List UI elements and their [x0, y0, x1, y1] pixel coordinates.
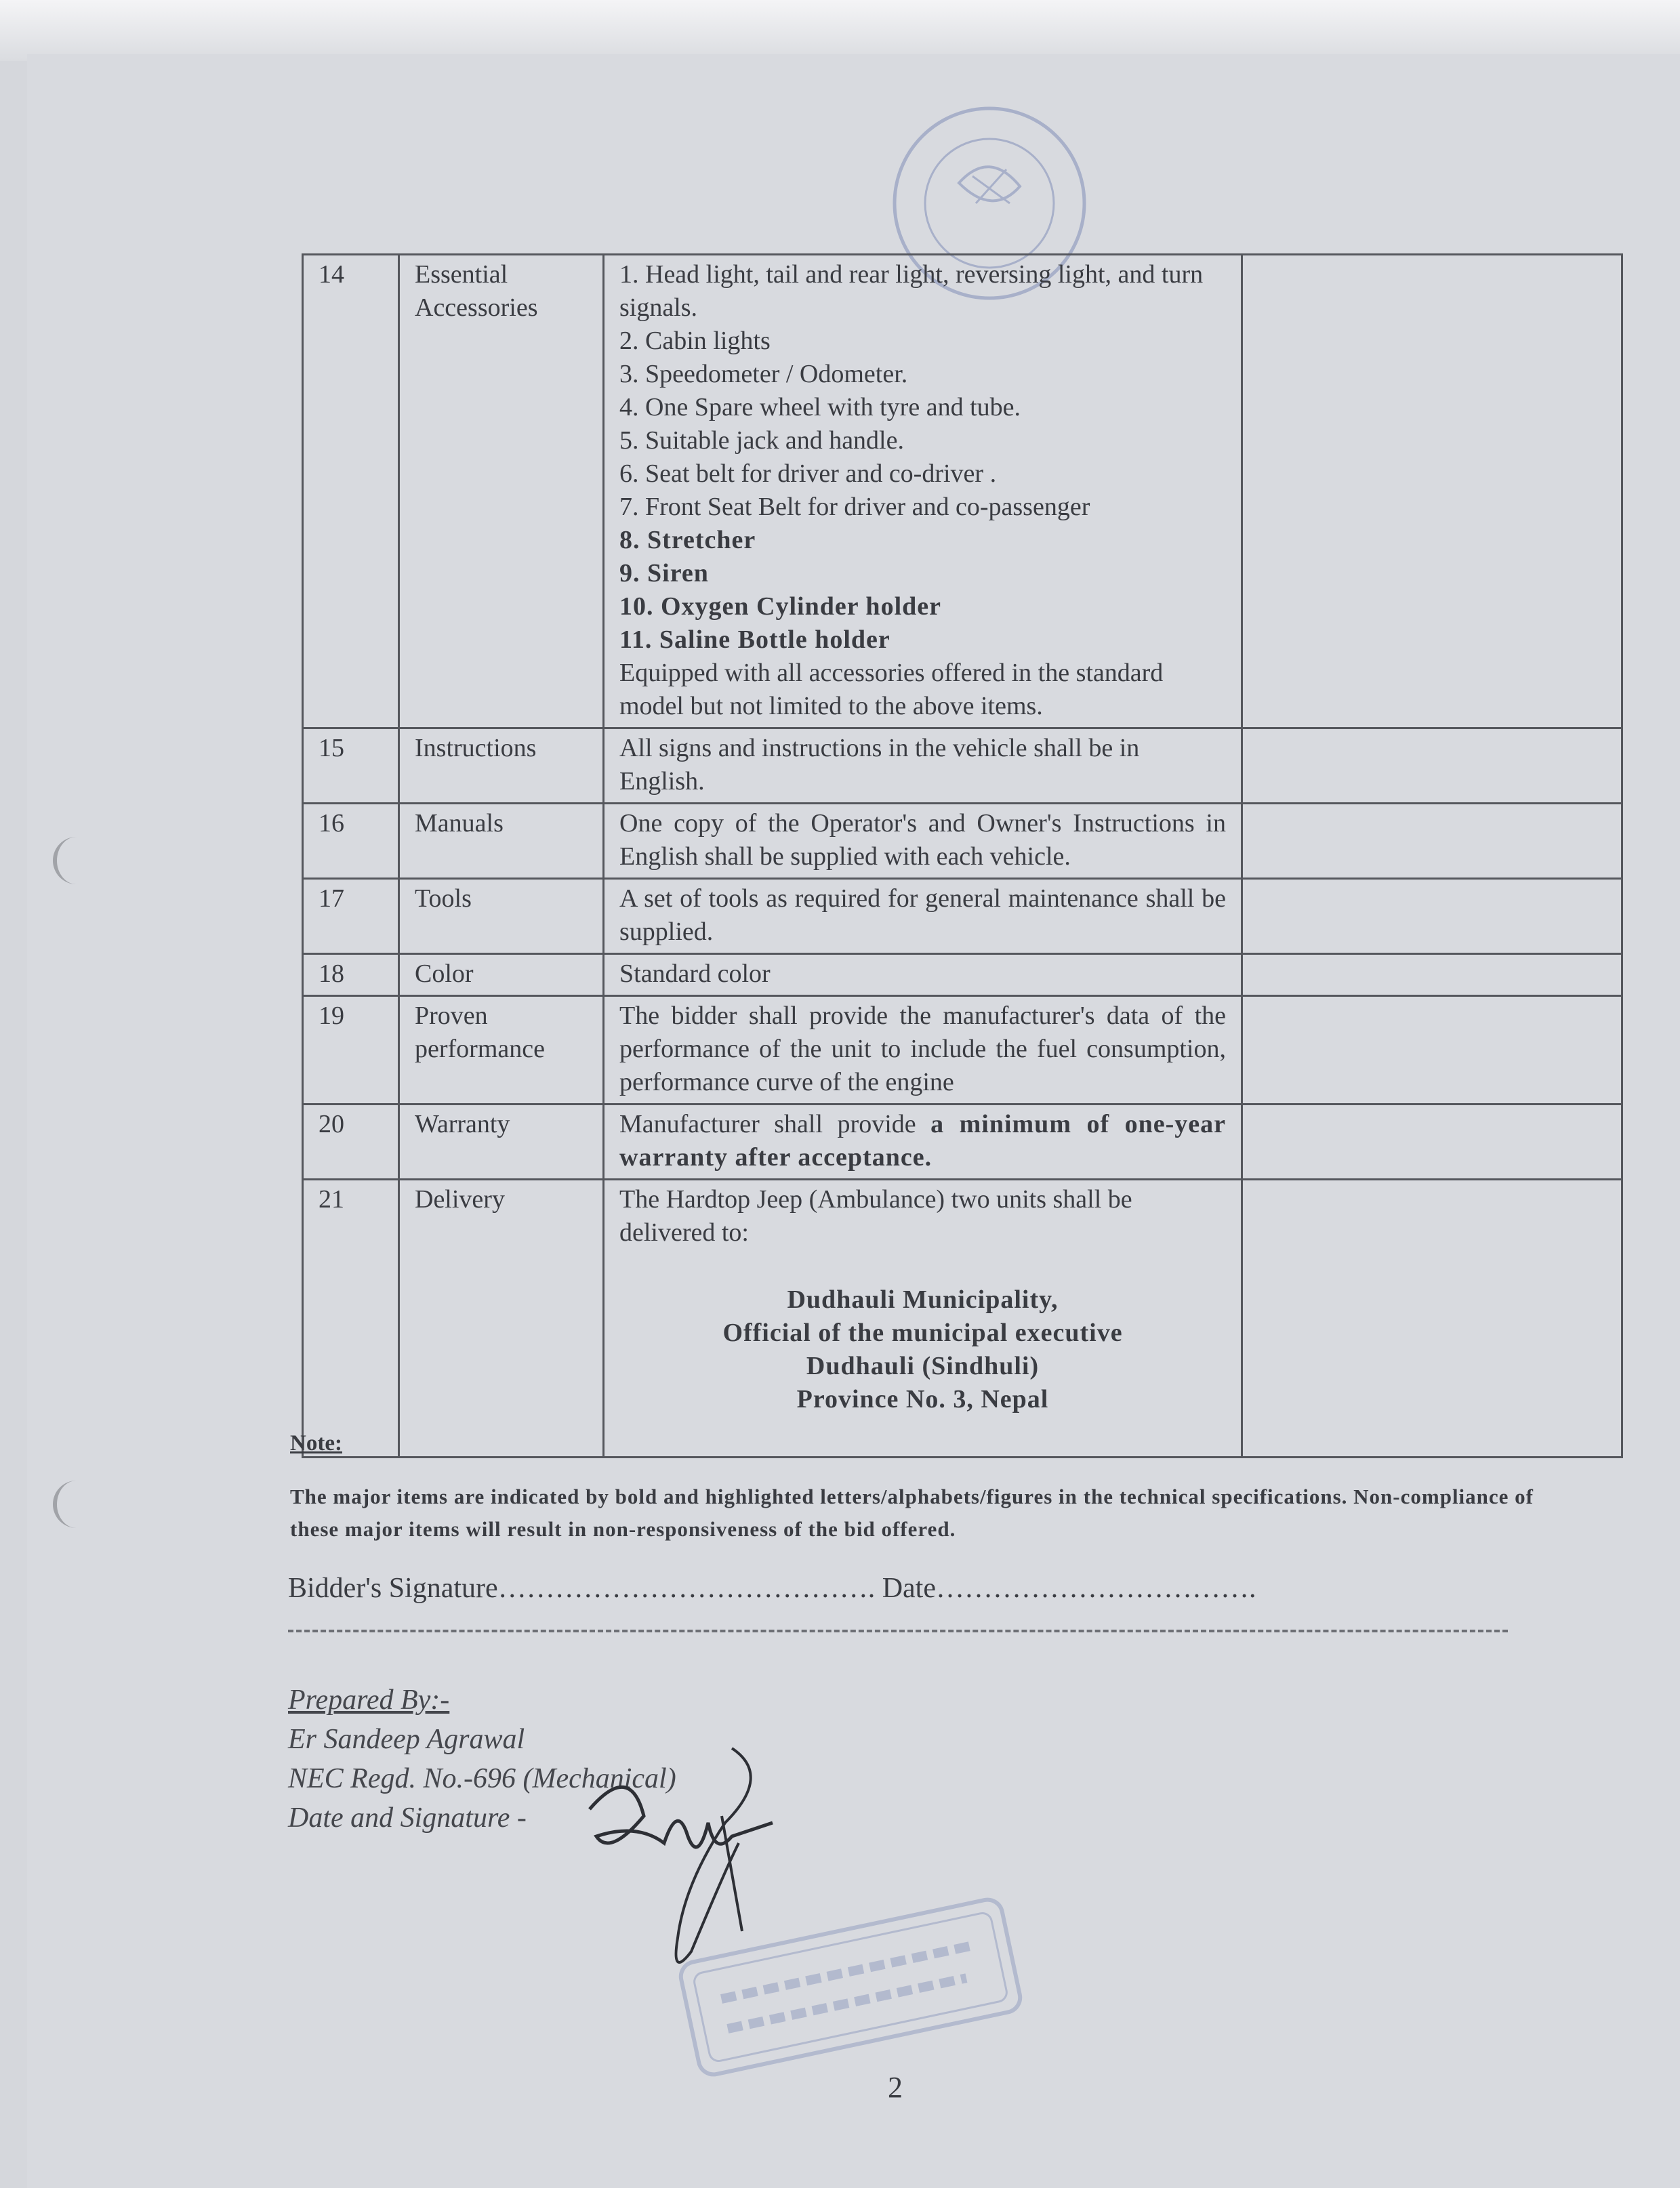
- spec-line: 1. Head light, tail and rear light, reversing light, and turn signals.: [619, 260, 1204, 322]
- spec-line: 6. Seat belt for driver and co-driver .: [619, 459, 997, 488]
- specification-table: [302, 253, 1623, 1458]
- bidder-response-cell: [1242, 1180, 1622, 1458]
- table-row: [303, 804, 1622, 879]
- page-number: 2: [888, 2071, 903, 2104]
- item-specification: The bidder shall provide the manufacturer's data of the performance of the unit to include the fuel consumption, performance curve of the engine: [604, 996, 1242, 1105]
- scan-edge: [0, 0, 1680, 61]
- row-number: 16: [303, 804, 399, 879]
- bidder-response-cell: [1242, 1105, 1622, 1180]
- bidder-response-cell: [1242, 996, 1622, 1105]
- spec-line: 3. Speedometer / Odometer.: [619, 360, 908, 388]
- note-text: The major items are indicated by bold and highlighted letters/alphabets/figures in the technical specifications. Non-compliance of these major items will result in non-responsiveness of the bid offered.: [290, 1485, 1534, 1541]
- address-line: Dudhauli Municipality,: [787, 1285, 1059, 1314]
- prepared-by-heading: Prepared By:-: [288, 1685, 450, 1716]
- row-number: 18: [303, 954, 399, 996]
- item-name: Delivery: [399, 1180, 604, 1458]
- item-name: Warranty: [399, 1105, 604, 1180]
- warranty-text: Manufacturer shall provide: [619, 1110, 916, 1138]
- date-and-signature-label: Date and Signature -: [288, 1802, 527, 1834]
- warranty-major-text: a minimum of one-year warranty after acceptance.: [619, 1110, 1227, 1172]
- major-spec-line: 8. Stretcher: [619, 526, 756, 554]
- dashed-divider: [288, 1630, 1508, 1632]
- address-line: Dudhauli (Sindhuli): [806, 1352, 1040, 1380]
- row-number: 14: [303, 255, 399, 728]
- table-row: [303, 954, 1622, 996]
- bidder-response-cell: [1242, 804, 1622, 879]
- address-line: Official of the municipal executive: [722, 1319, 1123, 1347]
- row-number: 21: [303, 1180, 399, 1458]
- table-row: [303, 879, 1622, 954]
- item-specification: All signs and instructions in the vehicle shall be in English.: [604, 728, 1242, 804]
- table-row: [303, 1105, 1622, 1180]
- bidder-response-cell: [1242, 255, 1622, 728]
- bidder-response-cell: [1242, 879, 1622, 954]
- table-row: [303, 1180, 1622, 1458]
- row-number: 20: [303, 1105, 399, 1180]
- item-specification: One copy of the Operator's and Owner's Instructions in English shall be supplied with each vehicle.: [604, 804, 1242, 879]
- table-row: [303, 728, 1622, 804]
- item-name: Essential Accessories: [399, 255, 604, 728]
- note-title: Note:: [290, 1431, 342, 1456]
- item-specification: [604, 1105, 1242, 1180]
- row-number: 17: [303, 879, 399, 954]
- item-name: Instructions: [399, 728, 604, 804]
- item-specification: A set of tools as required for general maintenance shall be supplied.: [604, 879, 1242, 954]
- major-spec-line: 10. Oxygen Cylinder holder: [619, 592, 941, 621]
- major-spec-line: 9. Siren: [619, 559, 709, 587]
- item-name: Manuals: [399, 804, 604, 879]
- item-specification: [604, 255, 1242, 728]
- row-number: 15: [303, 728, 399, 804]
- preparer-registration: NEC Regd. No.-696 (Mechanical): [288, 1763, 676, 1794]
- row-number: 19: [303, 996, 399, 1105]
- bidder-signature-line: Bidder's Signature…………………………………. Date…………………………….: [288, 1573, 1256, 1604]
- bidder-response-cell: [1242, 954, 1622, 996]
- spec-line: 5. Suitable jack and handle.: [619, 426, 904, 455]
- spec-line: Equipped with all accessories offered in the standard model but not limited to the above items.: [619, 659, 1164, 720]
- spec-line: 4. One Spare wheel with tyre and tube.: [619, 393, 1021, 421]
- item-name: Tools: [399, 879, 604, 954]
- table-row: [303, 996, 1622, 1105]
- item-name: Color: [399, 954, 604, 996]
- table-row: [303, 255, 1622, 728]
- delivery-text: The Hardtop Jeep (Ambulance) two units shall be delivered to:: [619, 1185, 1132, 1247]
- delivery-address: [619, 1283, 1226, 1416]
- bidder-response-cell: [1242, 728, 1622, 804]
- item-name: Proven performance: [399, 996, 604, 1105]
- preparer-name: Er Sandeep Agrawal: [288, 1724, 525, 1755]
- item-specification: Standard color: [604, 954, 1242, 996]
- major-spec-line: 11. Saline Bottle holder: [619, 625, 890, 654]
- spec-line: 2. Cabin lights: [619, 327, 771, 355]
- address-line: Province No. 3, Nepal: [796, 1385, 1049, 1413]
- spec-line: 7. Front Seat Belt for driver and co-passenger: [619, 493, 1090, 521]
- item-specification: [604, 1180, 1242, 1458]
